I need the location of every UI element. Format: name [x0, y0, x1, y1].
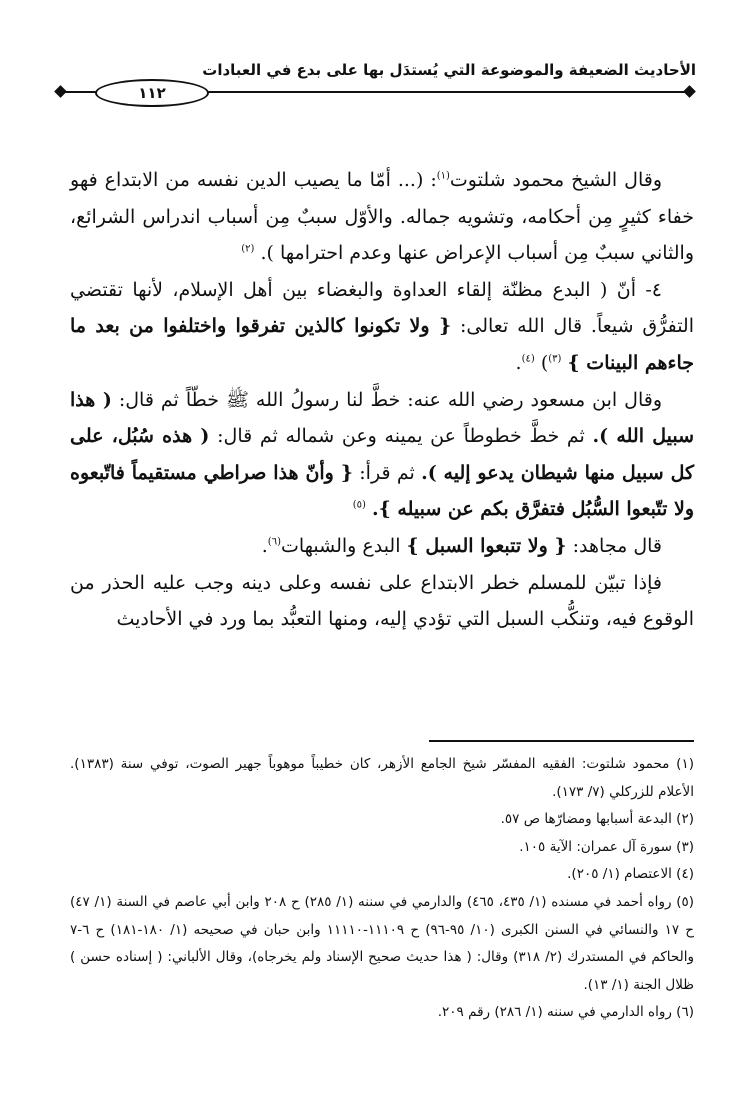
- closing-paren: ): [540, 351, 549, 374]
- paragraph-text: قال مجاهد:: [572, 534, 662, 557]
- paragraph-conclusion: [70, 565, 694, 638]
- footnote-5: (٥) رواه أحمد في مسنده (١/ ٤٣٥، ٤٦٥) والدارمي في سننه (١/ ٢٨٥) ح ٢٠٨ وابن أبي عاصم في السنة (١/ ٤٧) ح ١٧ والنسائي في السنن الكبرى (١٠/ ٩٥-٩٦) ح ١١١٠٩-١١١١٠ وابن حبان في صحيحه (١/ ١٨٠-١٨١) ح ٦-٧ والحاكم في المستدرك (٢/ ٣١٨) وقال: ( هذا حديث صحيح الإسناد ولم يخرجاه)، وقال الألباني: ( إسناده حسن ) ظلال الجنة (١/ ١٣).: [70, 893, 695, 993]
- footnote-1: (١) محمود شلتوت: الفقيه المفسّر شيخ الجامع الأزهر، كان خطيباً موهوباً جهير الصوت، توفي سنة (١٣٨٣). الأعلام للزركلي (٧/ ١٧٣).: [70, 756, 694, 800]
- footnote-2: (٢) البدعة أسبابها ومضارّها ص ٥٧.: [500, 811, 694, 828]
- quote-text: : (... أمّا ما يصيب الدين نفسه من الابتداع فهو خفاء كثيرٍ مِن أحكامه، وتشويه جماله. والأوّل سببٌ مِن أسباب اندراس الشرائع، والثاني سببٌ مِن أسباب الإعراض عنها وعدم احترامها ).: [70, 169, 694, 265]
- rule-end-diamond-icon: [683, 85, 696, 98]
- paragraph-text: البدع والشبهات: [280, 534, 401, 557]
- paragraph-text: وقال الشيخ محمود شلتوت: [449, 169, 662, 191]
- verse-text: { ولا تتبعوا السبل }: [406, 534, 567, 557]
- running-title: الأحاديث الضعيفة والموضوعة التي يُستدَل بها على بدع في العبادات: [202, 61, 696, 79]
- hadith-quote: ( هذا سبيل الله ).: [70, 388, 695, 448]
- main-text: [70, 162, 694, 638]
- paragraph-text: ثم خطَّ خطوطاً عن يمينه وعن شماله ثم قال:: [217, 425, 585, 448]
- period: .: [261, 534, 268, 557]
- footnote-separator: [429, 740, 694, 742]
- footnotes: [70, 751, 694, 1027]
- paragraph-text: ٤- أنّ ( البدع مظنّة إلقاء العداوة والبغضاء بين أهل الإسلام، لأنها تقتضي التفرُّق شيعاً. قال الله تعالى:: [70, 278, 695, 338]
- period: .: [515, 351, 522, 374]
- page-number: [95, 79, 209, 107]
- footnote-6: (٦) رواه الدارمي في سننه (١/ ٢٨٦) رقم ٢٠٩.: [437, 1004, 694, 1021]
- paragraph-point-4: [70, 272, 694, 382]
- footnote-ref: (٤): [521, 353, 535, 365]
- rule-end-diamond-icon: [54, 85, 67, 98]
- paragraph-text: ثم قرأ:: [359, 461, 415, 484]
- footnote-4: (٤) الاعتصام (١/ ٢٠٥).: [567, 866, 694, 883]
- footnote-ref: (١): [436, 170, 450, 182]
- verse-text: { وأنّ هذا صراطي مستقيماً فاتّبعوه ولا تتّبعوا السُّبُل فتفرَّق بكم عن سبيله }.: [70, 461, 694, 521]
- paragraph-shaltut: [70, 162, 694, 272]
- paragraph-mujahid: [70, 528, 694, 565]
- footnote-ref: (٢): [241, 243, 255, 255]
- paragraph-ibn-masud: [70, 382, 694, 528]
- footnote-ref: (٣): [548, 353, 562, 365]
- paragraph-text: فإذا تبيّن للمسلم خطر الابتداع على نفسه وعلى دينه وجب عليه الحذر من الوقوع فيه، وتنكُّب السبل التي تؤدي إليه، ومنها التعبُّد بما ورد في الأحاديث: [70, 571, 694, 631]
- paragraph-text: وقال ابن مسعود رضي الله عنه: خطَّ لنا رسولُ الله ﷺ خطّاً ثم قال:: [118, 388, 662, 411]
- page-number-text: ١١٢: [138, 84, 166, 102]
- footnote-ref: (٥): [352, 500, 366, 512]
- hadith-quote: ( هذه سُبُل، على كل سبيل منها شيطان يدعو إليه ).: [70, 425, 695, 484]
- verse-text: { ولا تكونوا كالذين تفرقوا واختلفوا من بعد ما جاءهم البينات }: [70, 315, 694, 374]
- footnote-ref: (٦): [267, 536, 281, 548]
- footnote-3: (٣) سورة آل عمران: الآية ١٠٥.: [519, 838, 694, 855]
